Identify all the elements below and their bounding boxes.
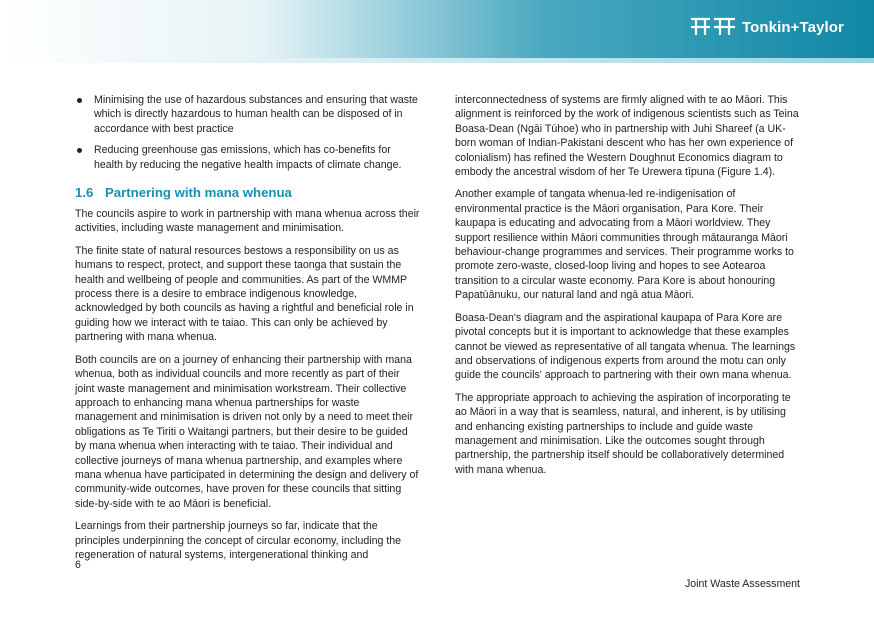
paragraph: Both councils are on a journey of enhancing their partnership with mana whenua, both as individual councils and more recently as part of their joint waste management and minimisation workstream. Their collective approach to enhancing mana whenua partnerships for waste management and minimisation is driven not only by a need to meet their obligations as Te Tiriti o Waitangi partners, but their desire to be guided by mana whenua when interacting with te taiao. Their individual and collective journeys of mana whenua partnership, and examples where mana whenua have participated in determining the design and delivery of community-wide outcomes, have proven for these councils that sitting side-by-side with te ao Māori is beneficial. (75, 353, 419, 510)
section-number: 1.6 (75, 185, 94, 201)
header-divider (0, 58, 874, 63)
footer-document-title: Joint Waste Assessment (684, 578, 800, 590)
tonkin-taylor-logo-icon (690, 17, 736, 37)
paragraph: Learnings from their partnership journeys so far, indicate that the principles underpinning the concept of circular economy, including the regeneration of natural systems, intergenerational thinking and (75, 520, 402, 561)
left-column (75, 93, 420, 570)
brand-logo (690, 16, 844, 38)
paragraph: The councils aspire to work in partnership with mana whenua across their activities, including waste management and minimisation. (75, 208, 420, 235)
page-number: 6 (75, 559, 81, 571)
right-column (455, 93, 800, 485)
paragraph: interconnectedness of systems are firmly aligned with te ao Māori. This alignment is reinforced by the work of indigenous scientists such as Teina Boasa-Dean (Ngāi Tūhoe) who in partnership with Juhi Shareef (a UK-born woman of Indian-Pakistani descent who has her own experience of colonialism) has refined the Western Doughnut Economics diagram to embody the ancestral wisdom of her Te Urewera tīpuna (Figure 1.4). (455, 94, 799, 179)
section-title: Partnering with mana whenua (105, 185, 292, 201)
brand-name: Tonkin+Taylor (741, 18, 844, 36)
bullet-item: Minimising the use of hazardous substances and ensuring that waste which is directly hazardous to human health can be disposed of in accordance with best practice (75, 93, 420, 136)
paragraph: Boasa-Dean's diagram and the aspirational kaupapa of Para Kore are pivotal concepts but it is important to acknowledge that these examples cannot be viewed as representative of all tangata whenua. The learnings and observations of indigenous experts from around the motu can only guide the councils' approach to partnering with their own mana whenua. (455, 311, 796, 382)
section-heading (75, 184, 420, 201)
page-header (0, 0, 874, 58)
bullet-list (75, 93, 420, 172)
bullet-item: Reducing greenhouse gas emissions, which has co-benefits for health by reducing the negative health impacts of climate change. (75, 143, 420, 172)
paragraph: The appropriate approach to achieving the aspiration of incorporating te ao Māori in a way that is seamless, natural, and inherent, is by utilising and enhancing existing partnerships to include and guide waste management and minimisation. Like the outcomes sought through partnership, the partnership itself should be collaboratively determined with mana whenua. (455, 391, 791, 476)
paragraph: The finite state of natural resources bestows a responsibility on us as humans to respect, protect, and support these taonga that sustain the health and wellbeing of people and communities. As part of the WMMP process there is a desire to embrace indigenous knowledge, acknowledged by both councils as having a rightful and beneficial role in guiding how we interact with te taiao. This can only be achieved by partnering with mana whenua. (75, 244, 414, 344)
paragraph: Another example of tangata whenua-led re-indigenisation of environmental practice is the Māori organisation, Para Kore. Their kaupapa is educating and advocating from a Māori worldview. They support resilience within Māori communities through mātauranga Māori behaviour-change programmes and services. Their programme works to promote zero-waste, closed-loop living and hopes to see Aotearoa transition to a circular waste economy. Para Kore is about honouring Papatūānuku, our natural land and ngā atua Māori. (455, 188, 794, 302)
